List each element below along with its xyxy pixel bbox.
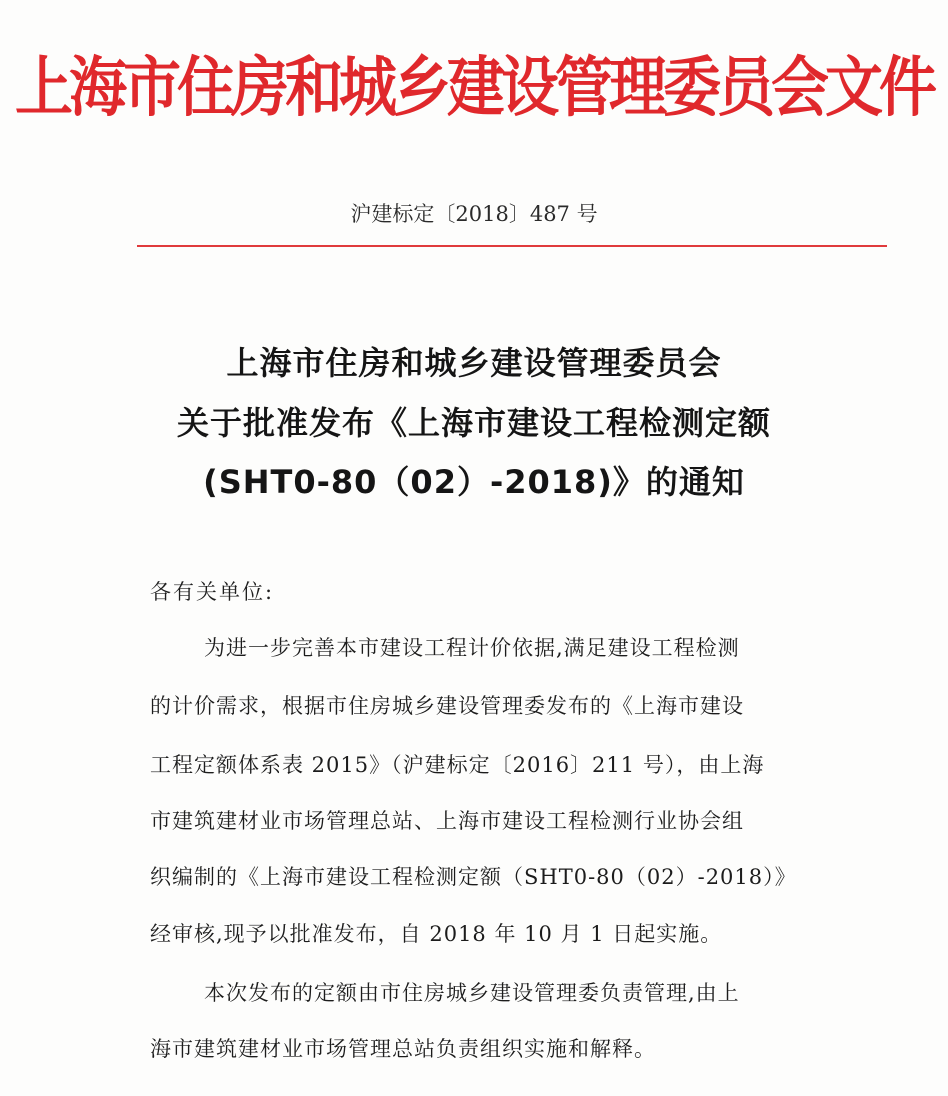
notice-title-line-3: (SHT0-80（02）-2018)》的通知 xyxy=(203,463,745,501)
notice-title-line-2: 关于批准发布《上海市建设工程检测定额 xyxy=(176,404,771,442)
notice-title-line-1: 上海市住房和城乡建设管理委员会 xyxy=(226,344,722,382)
body-text-line: 为进一步完善本市建设工程计价依据,满足建设工程检测 xyxy=(204,636,740,660)
document-number: 沪建标定〔2018〕487 号 xyxy=(350,202,598,226)
salutation: 各有关单位: xyxy=(150,580,275,604)
masthead-title: 上海市住房和城乡建设管理委员会文件 xyxy=(14,48,933,126)
body-text-line: 海市建筑建材业市场管理总站负责组织实施和解释。 xyxy=(150,1037,656,1061)
body-text-line: 市建筑建材业市场管理总站、上海市建设工程检测行业协会组 xyxy=(150,809,744,833)
red-divider xyxy=(137,245,887,247)
body-text-line: 本次发布的定额由市住房城乡建设管理委负责管理,由上 xyxy=(204,981,740,1005)
body-text-line: 织编制的《上海市建设工程检测定额（SHT0-80（02）-2018）》 xyxy=(150,865,797,889)
body-text-line: 的计价需求，根据市住房城乡建设管理委发布的《上海市建设 xyxy=(150,694,744,718)
body-text-line: 经审核,现予以批准发布，自 2018 年 10 月 1 日起实施。 xyxy=(150,922,723,946)
body-text-line: 工程定额体系表 2015》（沪建标定〔2016〕211 号），由上海 xyxy=(150,753,765,777)
